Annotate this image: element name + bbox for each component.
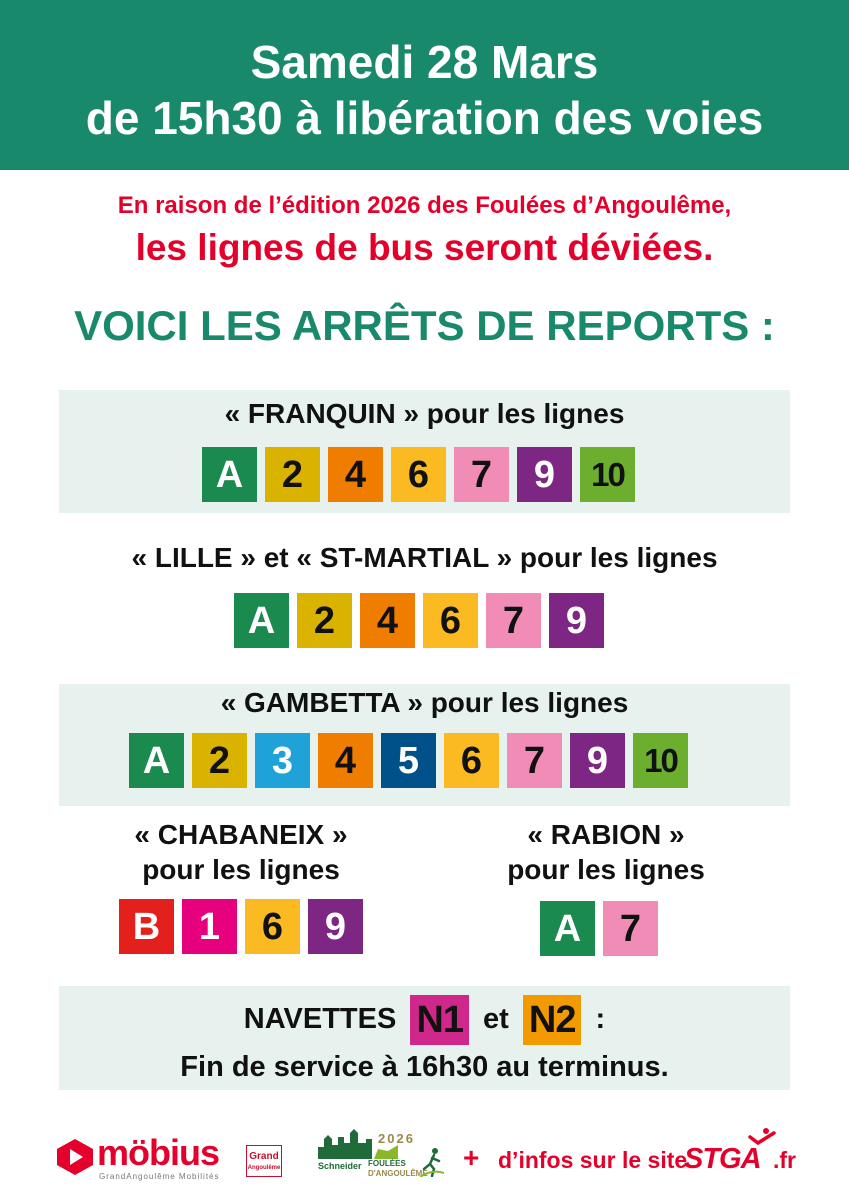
foulees-name-1: FOULÉES <box>368 1159 406 1168</box>
line-badge-6: 6 <box>423 593 478 648</box>
more-info-text: d’infos sur le site <box>498 1147 688 1173</box>
footer <box>0 1125 849 1195</box>
foulees-year: 2026 <box>378 1131 415 1146</box>
stga-logo[interactable]: STGA <box>684 1143 761 1175</box>
line-badge-9: 9 <box>517 447 572 502</box>
line-badges-lille <box>234 593 604 648</box>
grand-angouleme-logo: Grand Angoulême <box>246 1145 282 1177</box>
foulees-name-2: D'ANGOULÊME <box>368 1169 428 1178</box>
event-time: de 15h30 à libération des voies <box>85 92 764 144</box>
line-badge-6: 6 <box>444 733 499 788</box>
line-badge-7: 7 <box>603 901 658 956</box>
line-badge-10: 10 <box>633 733 688 788</box>
section-label: « GAMBETTA » pour les lignes <box>220 687 629 718</box>
line-badge-7: 7 <box>454 447 509 502</box>
event-date: Samedi 28 Mars <box>250 36 599 88</box>
line-badge-A: A <box>540 901 595 956</box>
line-badge-9: 9 <box>570 733 625 788</box>
line-badges <box>129 733 688 788</box>
section-navettes <box>59 986 790 1090</box>
line-badges <box>540 901 658 956</box>
navettes-conj: et <box>483 1003 509 1035</box>
line-badge-2: 2 <box>297 593 352 648</box>
line-badge-5: 5 <box>381 733 436 788</box>
line-badge-N2: N2 <box>523 995 582 1045</box>
stga-swoosh-icon <box>748 1127 776 1149</box>
foulees-sponsor: Schneider <box>318 1161 362 1171</box>
navettes-end-of-service: Fin de service à 16h30 au terminus. <box>180 1051 669 1083</box>
navettes-prefix: NAVETTES <box>243 1003 397 1035</box>
mobius-play-icon <box>55 1137 95 1177</box>
section-label: « FRANQUIN » pour les lignes <box>224 398 625 429</box>
line-badge-A: A <box>234 593 289 648</box>
section-lille-label: « LILLE » et « ST-MARTIAL » pour les lignes <box>131 542 718 573</box>
line-badge-7: 7 <box>486 593 541 648</box>
line-badges <box>202 447 635 502</box>
line-badge-2: 2 <box>265 447 320 502</box>
section-label-line2: pour les lignes <box>507 854 705 885</box>
line-badges <box>119 899 363 954</box>
section-franquin <box>59 390 790 513</box>
notice-deviation: les lignes de bus seront déviées. <box>135 227 714 268</box>
navettes-line <box>59 994 790 1045</box>
stga-domain: .fr <box>773 1147 796 1173</box>
section-rabion <box>470 815 742 960</box>
section-gambetta <box>59 684 790 806</box>
line-badge-4: 4 <box>360 593 415 648</box>
line-badge-4: 4 <box>328 447 383 502</box>
runner-icon <box>420 1147 444 1177</box>
line-badge-7: 7 <box>507 733 562 788</box>
mobius-subtitle: GrandAngoulême Mobilités <box>99 1172 220 1181</box>
line-badge-9: 9 <box>549 593 604 648</box>
section-label-line1: « RABION » <box>527 819 685 850</box>
line-badge-1: 1 <box>182 899 237 954</box>
line-badge-A: A <box>202 447 257 502</box>
line-badge-9: 9 <box>308 899 363 954</box>
notice-reason: En raison de l’édition 2026 des Foulées d’Angoulême, <box>117 192 732 219</box>
line-badge-A: A <box>129 733 184 788</box>
header-banner <box>0 0 849 170</box>
line-badge-B: B <box>119 899 174 954</box>
line-badge-6: 6 <box>245 899 300 954</box>
section-chabaneix <box>100 815 390 960</box>
plus-sign: + <box>463 1142 480 1173</box>
line-badge-10: 10 <box>580 447 635 502</box>
navettes-suffix: : <box>595 1003 606 1035</box>
section-label-line1: « CHABANEIX » <box>134 819 348 850</box>
page-title: VOICI LES ARRÊTS DE REPORTS : <box>74 302 775 349</box>
line-badge-3: 3 <box>255 733 310 788</box>
line-badge-4: 4 <box>318 733 373 788</box>
line-badge-6: 6 <box>391 447 446 502</box>
line-badge-2: 2 <box>192 733 247 788</box>
line-badge-N1: N1 <box>410 995 469 1045</box>
mobius-logo: möbius <box>97 1132 220 1173</box>
section-label-line2: pour les lignes <box>142 854 340 885</box>
